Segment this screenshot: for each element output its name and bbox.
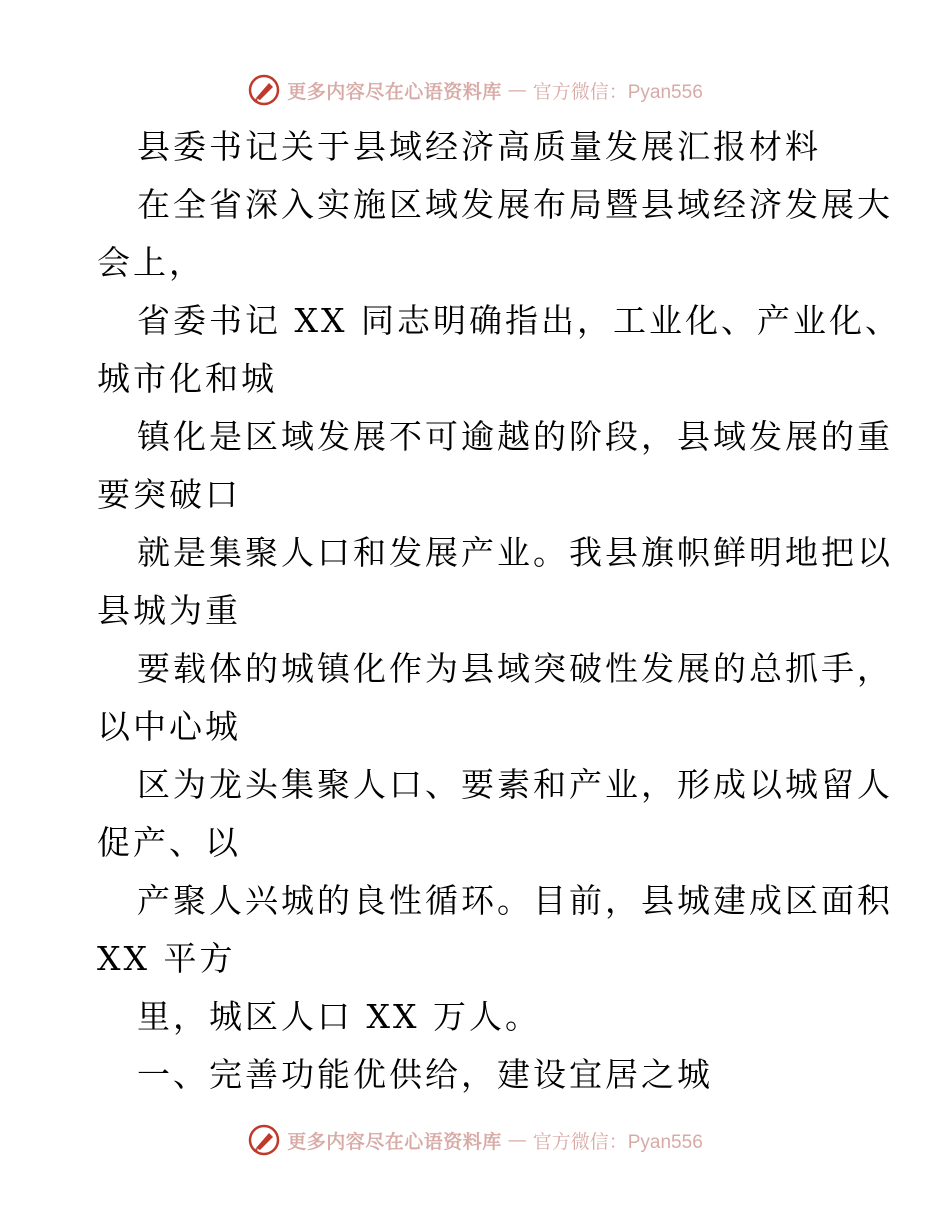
doc-line-2: 在全省深入实施区域发展布局暨县域经济发展大 (137, 185, 893, 224)
doc-line-11: 以中心城 (97, 707, 241, 746)
watermark-text: 更多内容尽在心语资料库 (287, 1130, 502, 1153)
pen-nib-icon (247, 73, 281, 107)
document-body (97, 118, 901, 1104)
doc-line-16: 里，城区人口 XX 万人。 (137, 997, 541, 1036)
pen-nib-icon (247, 1123, 281, 1157)
doc-line-7: 要突破口 (97, 475, 241, 514)
watermark-dash: — (507, 79, 527, 101)
watermark-text: 更多内容尽在心语资料库 (287, 80, 502, 103)
footer-watermark (0, 1120, 950, 1160)
doc-line-10: 要载体的城镇化作为县域突破性发展的总抓手， (137, 649, 893, 688)
doc-line-3: 会上， (97, 243, 205, 282)
doc-line-8: 就是集聚人口和发展产业。我县旗帜鲜明地把以 (137, 533, 893, 572)
doc-line-14: 产聚人兴城的良性循环。目前，县城建成区面积 (137, 881, 893, 920)
doc-line-4: 省委书记 XX 同志明确指出，工业化、产业化、 (137, 301, 901, 340)
doc-line-12: 区为龙头集聚人口、要素和产业，形成以城留人 (137, 765, 893, 804)
doc-line-17: 一、完善功能优供给，建设宜居之城 (137, 1055, 713, 1094)
header-watermark (0, 70, 950, 110)
doc-line-9: 县城为重 (97, 591, 241, 630)
watermark-contact: 官方微信：Pyan556 (532, 81, 703, 103)
doc-line-15: XX 平方 (97, 939, 236, 978)
doc-line-13: 促产、以 (97, 823, 241, 862)
watermark-dash: — (507, 1129, 527, 1151)
doc-line-6: 镇化是区域发展不可逾越的阶段，县域发展的重 (137, 417, 893, 456)
doc-line-5: 城市化和城 (97, 359, 277, 398)
watermark-contact: 官方微信：Pyan556 (532, 1131, 703, 1153)
doc-line-1: 县委书记关于县域经济高质量发展汇报材料 (137, 127, 821, 166)
